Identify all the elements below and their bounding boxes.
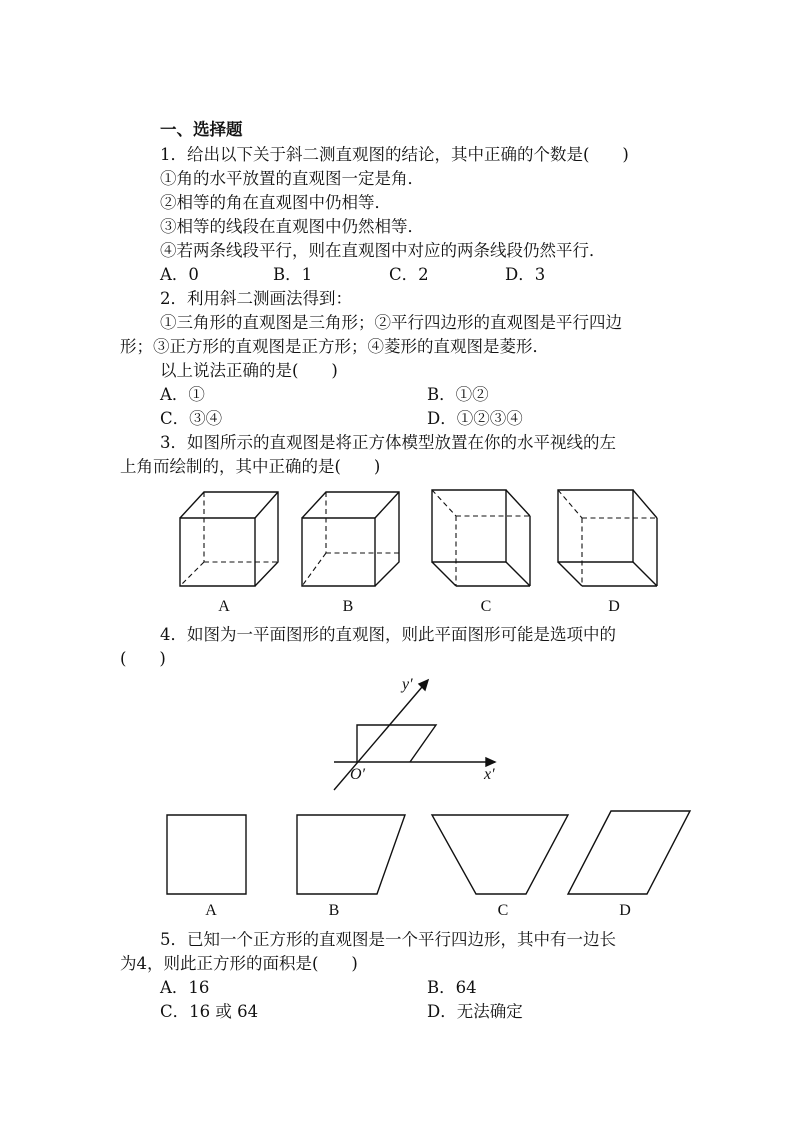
shape-b-right-trapezoid [297, 815, 405, 894]
shape-a-square [167, 815, 246, 894]
q3-label-b: B [342, 598, 354, 615]
q1-option-a: A．0 [160, 265, 199, 284]
q5-option-c: C．16 或 64 [160, 1002, 259, 1021]
q2-option-d: D．①②③④ [427, 409, 523, 428]
q2-question: 以上说法正确的是( ) [160, 361, 338, 380]
q5-stem-line1: 5．已知一个正方形的直观图是一个平行四边形，其中有一边长 [160, 930, 616, 949]
q3-stem-line2: 上角而绘制的，其中正确的是( ) [120, 457, 381, 476]
q5-option-b: B．64 [427, 978, 477, 997]
q2-option-a: A．① [160, 385, 205, 404]
q3-stem-line1: 3．如图所示的直观图是将正方体模型放置在你的水平视线的左 [160, 433, 616, 452]
q5-option-a: A．16 [160, 978, 210, 997]
q3-label-c: C [480, 598, 492, 615]
y-axis-label: y′ [402, 676, 413, 693]
q4-label-d: D [619, 902, 631, 919]
q1-item-3: ③相等的线段在直观图中仍然相等． [160, 217, 424, 236]
shape-c-trapezoid [432, 815, 568, 894]
q1-option-d: D．3 [505, 265, 546, 284]
q1-item-4: ④若两条线段平行，则在直观图中对应的两条线段仍然平行． [160, 241, 606, 260]
q2-option-b: B．①② [427, 385, 489, 404]
q2-option-c: C．③④ [160, 409, 223, 428]
q4-stem-line2: ( ) [120, 649, 166, 668]
q2-stem: 2．利用斜二测画法得到： [160, 289, 352, 308]
q2-body-line1: ①三角形的直观图是三角形；②平行四边形的直观图是平行四边 [160, 313, 622, 332]
q4-label-c: C [497, 902, 509, 919]
x-axis-label: x′ [484, 766, 495, 783]
q1-option-b: B．1 [273, 265, 313, 284]
q1-item-2: ②相等的角在直观图中仍相等． [160, 193, 391, 212]
q4-stem-line1: 4．如图为一平面图形的直观图，则此平面图形可能是选项中的 [160, 625, 616, 644]
q1-stem: 1．给出以下关于斜二测直观图的结论，其中正确的个数是( ) [160, 145, 629, 164]
q3-label-a: A [218, 598, 230, 615]
q1-option-c: C．2 [389, 265, 429, 284]
section-heading: 一、选择题 [160, 120, 243, 139]
origin-label: O′ [350, 766, 366, 783]
shape-d-parallelogram [568, 811, 690, 894]
q2-body-line2: 形；③正方形的直观图是正方形；④菱形的直观图是菱形． [120, 337, 549, 356]
q5-stem-line2: 为4，则此正方形的面积是( ) [120, 954, 358, 973]
q4-label-b: B [328, 902, 340, 919]
q5-option-d: D．无法确定 [427, 1002, 523, 1021]
q1-item-1: ①角的水平放置的直观图一定是角． [160, 169, 424, 188]
q4-label-a: A [205, 902, 217, 919]
q3-label-d: D [608, 598, 620, 615]
